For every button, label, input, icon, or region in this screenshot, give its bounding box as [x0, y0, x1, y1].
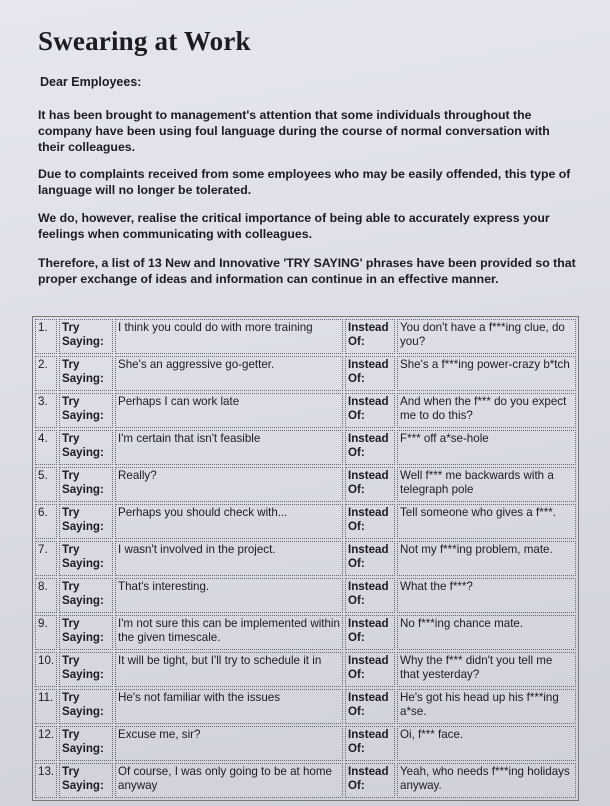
- row-number: 1.: [35, 319, 57, 354]
- try-saying-phrase: She's an aggressive go-getter.: [115, 356, 343, 391]
- table-row: [35, 504, 576, 539]
- instead-of-phrase: Not my f***ing problem, mate.: [397, 541, 576, 576]
- instead-of-label: Instead Of:: [345, 356, 395, 391]
- table-row: [35, 578, 576, 613]
- row-number: 11.: [35, 689, 57, 724]
- try-saying-phrase: Really?: [115, 467, 343, 502]
- table-row: [35, 726, 576, 761]
- instead-of-label: Instead Of:: [345, 726, 395, 761]
- paragraph-1: It has been brought to management's attention that some individuals throughout the company have been using foul language during the course of normal conversation with their colleagues.: [38, 108, 550, 154]
- try-saying-label: Try Saying:: [59, 467, 113, 502]
- try-saying-label: Try Saying:: [59, 578, 113, 613]
- instead-of-label: Instead Of:: [345, 689, 395, 724]
- instead-of-phrase: And when the f*** do you expect me to do this?: [397, 393, 576, 428]
- try-saying-phrase: Of course, I was only going to be at home anyway: [115, 763, 343, 798]
- table-row: [35, 393, 576, 428]
- instead-of-phrase: Tell someone who gives a f***.: [397, 504, 576, 539]
- instead-of-phrase: She's a f***ing power-crazy b*tch: [397, 356, 576, 391]
- instead-of-label: Instead Of:: [345, 652, 395, 687]
- try-saying-phrase: Perhaps you should check with...: [115, 504, 343, 539]
- instead-of-label: Instead Of:: [345, 319, 395, 354]
- try-saying-label: Try Saying:: [59, 393, 113, 428]
- instead-of-label: Instead Of:: [345, 430, 395, 465]
- try-saying-label: Try Saying:: [59, 689, 113, 724]
- paragraph-4: Therefore, a list of 13 New and Innovative 'TRY SAYING' phrases have been provided so that proper exchange of ideas and information can continue in an effective manner.: [38, 256, 576, 286]
- instead-of-phrase: Well f*** me backwards with a telegraph pole: [397, 467, 576, 502]
- instead-of-phrase: Yeah, who needs f***ing holidays anyway.: [397, 763, 576, 798]
- memo-title: Swearing at Work: [38, 26, 251, 56]
- row-number: 9.: [35, 615, 57, 650]
- try-saying-phrase: I wasn't involved in the project.: [115, 541, 343, 576]
- paragraph-3: We do, however, realise the critical importance of being able to accurately express your feelings when communicating with colleagues.: [38, 211, 550, 241]
- row-number: 13.: [35, 763, 57, 798]
- try-saying-phrase: Perhaps I can work late: [115, 393, 343, 428]
- try-saying-label: Try Saying:: [59, 319, 113, 354]
- table-row: [35, 541, 576, 576]
- row-number: 7.: [35, 541, 57, 576]
- instead-of-phrase: F*** off a*se-hole: [397, 430, 576, 465]
- row-number: 3.: [35, 393, 57, 428]
- table-row: [35, 467, 576, 502]
- table-row: [35, 615, 576, 650]
- try-saying-phrase: I'm certain that isn't feasible: [115, 430, 343, 465]
- phrases-table: [32, 316, 579, 801]
- try-saying-phrase: It will be tight, but I'll try to schedule it in: [115, 652, 343, 687]
- table-row: [35, 319, 576, 354]
- row-number: 12.: [35, 726, 57, 761]
- table-row: [35, 430, 576, 465]
- table-row: [35, 356, 576, 391]
- row-number: 4.: [35, 430, 57, 465]
- instead-of-label: Instead Of:: [345, 467, 395, 502]
- try-saying-label: Try Saying:: [59, 356, 113, 391]
- try-saying-label: Try Saying:: [59, 615, 113, 650]
- instead-of-label: Instead Of:: [345, 578, 395, 613]
- table-row: [35, 763, 576, 798]
- instead-of-phrase: He's got his head up his f***ing a*se.: [397, 689, 576, 724]
- instead-of-phrase: What the f***?: [397, 578, 576, 613]
- row-number: 6.: [35, 504, 57, 539]
- try-saying-phrase: He's not familiar with the issues: [115, 689, 343, 724]
- try-saying-label: Try Saying:: [59, 504, 113, 539]
- try-saying-label: Try Saying:: [59, 726, 113, 761]
- instead-of-label: Instead Of:: [345, 504, 395, 539]
- instead-of-phrase: No f***ing chance mate.: [397, 615, 576, 650]
- instead-of-label: Instead Of:: [345, 763, 395, 798]
- instead-of-phrase: You don't have a f***ing clue, do you?: [397, 319, 576, 354]
- try-saying-label: Try Saying:: [59, 430, 113, 465]
- try-saying-phrase: Excuse me, sir?: [115, 726, 343, 761]
- row-number: 2.: [35, 356, 57, 391]
- salutation: Dear Employees:: [40, 75, 142, 89]
- try-saying-label: Try Saying:: [59, 763, 113, 798]
- instead-of-label: Instead Of:: [345, 541, 395, 576]
- instead-of-phrase: Why the f*** didn't you tell me that yesterday?: [397, 652, 576, 687]
- try-saying-phrase: I think you could do with more training: [115, 319, 343, 354]
- row-number: 10.: [35, 652, 57, 687]
- instead-of-label: Instead Of:: [345, 393, 395, 428]
- row-number: 5.: [35, 467, 57, 502]
- instead-of-phrase: Oi, f*** face.: [397, 726, 576, 761]
- try-saying-label: Try Saying:: [59, 652, 113, 687]
- instead-of-label: Instead Of:: [345, 615, 395, 650]
- row-number: 8.: [35, 578, 57, 613]
- table-row: [35, 652, 576, 687]
- try-saying-phrase: I'm not sure this can be implemented within the given timescale.: [115, 615, 343, 650]
- try-saying-phrase: That's interesting.: [115, 578, 343, 613]
- paragraph-2: Due to complaints received from some employees who may be easily offended, this type of language will no longer be tolerated.: [38, 167, 571, 197]
- table-row: [35, 689, 576, 724]
- phrases-table-body: [35, 319, 576, 798]
- try-saying-label: Try Saying:: [59, 541, 113, 576]
